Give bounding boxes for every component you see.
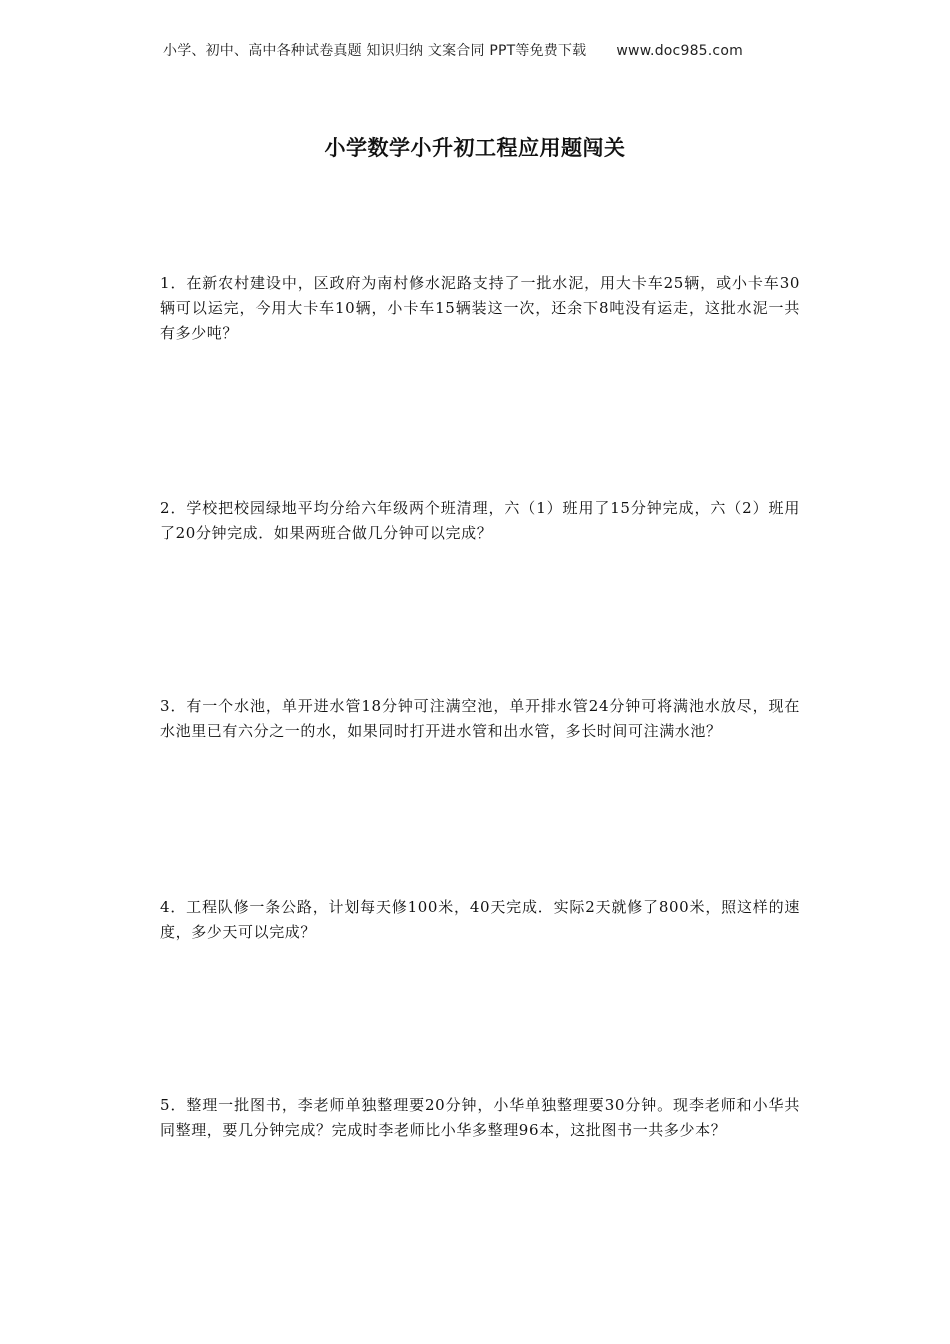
problem-5: 5．整理一批图书，李老师单独整理要20分钟，小华单独整理要30分钟。现李老师和小华共同整理，要几分钟完成？完成时李老师比小华多整理96本，这批图书一共多少本？ (160, 1096, 800, 1139)
page-header (163, 40, 803, 60)
header-site-url: www.doc985.com (616, 43, 743, 59)
header-tagline: 小学、初中、高中各种试卷真题 知识归纳 文案合同 PPT等免费下载 (163, 43, 587, 59)
problem-3: 3．有一个水池，单开进水管18分钟可注满空池，单开排水管24分钟可将满池水放尽，现在水池里已有六分之一的水，如果同时打开进水管和出水管，多长时间可注满水池？ (160, 697, 800, 740)
problem-2: 2．学校把校园绿地平均分给六年级两个班清理，六（1）班用了15分钟完成，六（2）班用了20分钟完成．如果两班合做几分钟可以完成？ (160, 499, 800, 542)
problem-4: 4．工程队修一条公路，计划每天修100米，40天完成．实际2天就修了800米，照这样的速度，多少天可以完成？ (160, 898, 800, 941)
problem-1: 1．在新农村建设中，区政府为南村修水泥路支持了一批水泥，用大卡车25辆，或小卡车30辆可以运完，今用大卡车10辆，小卡车15辆装这一次，还余下8吨没有运走，这批水泥一共有多少吨？ (160, 274, 800, 342)
page-title: 小学数学小升初工程应用题闯关 (324, 136, 626, 160)
